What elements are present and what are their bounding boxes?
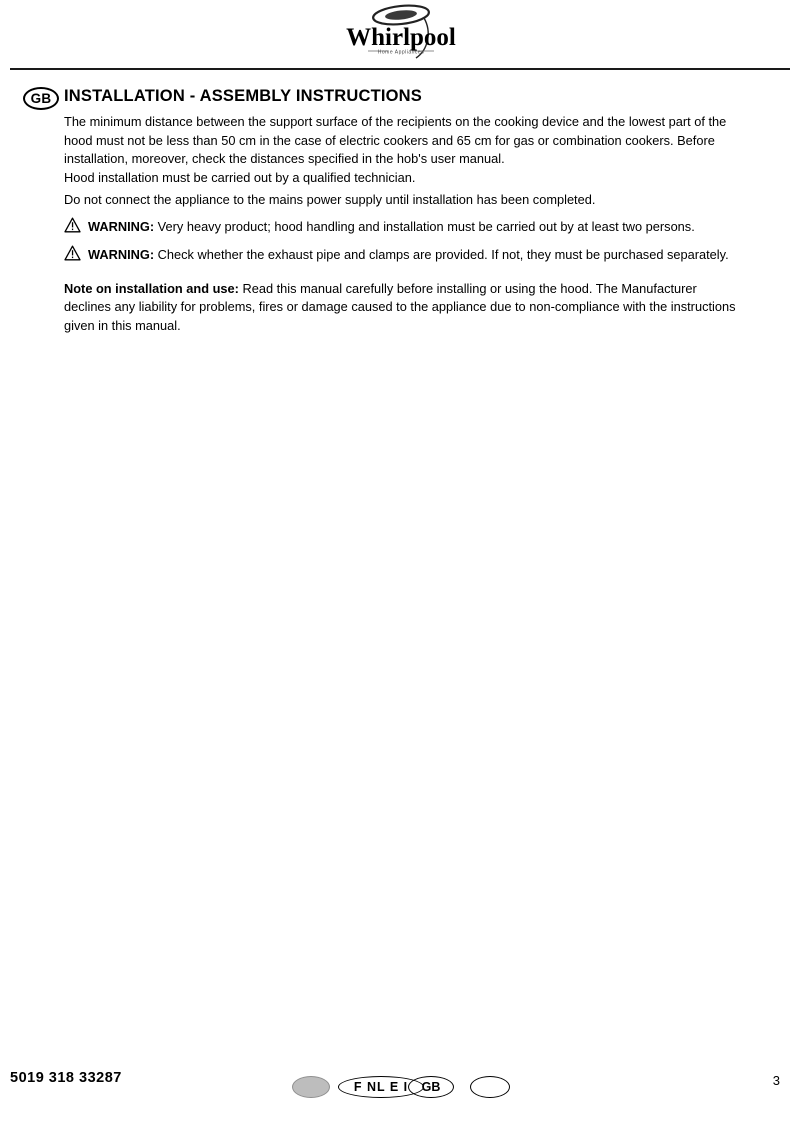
- warning-triangle-icon: [64, 245, 81, 267]
- language-badge: [23, 87, 59, 110]
- warning-heavy-product: [64, 217, 746, 239]
- logo-wordmark: Whirlpool: [346, 24, 456, 51]
- warning-label: WARNING:: [88, 247, 155, 262]
- note-text: Read this manual carefully before installing or using the hood. The Manufacturer declines any liability for problems, fires or damage caused to the appliance due to non-compliance with the instructions given in this manual.: [64, 280, 736, 333]
- language-group-text: F NL E I: [353, 1080, 409, 1094]
- paragraph-qualified-technician: Hood installation must be carried out by a qualified technician.: [64, 169, 416, 185]
- warning-text: Very heavy product; hood handling and installation must be carried out by at least two persons.: [157, 218, 695, 234]
- warning-label: WARNING:: [88, 218, 155, 234]
- language-oval-blank-gray: [292, 1076, 330, 1098]
- language-oval-blank-white: [470, 1076, 510, 1098]
- logo-subtext: Home Appliances: [377, 49, 425, 56]
- warning-text: Check whether the exhaust pipe and clamps are provided. If not, they must be purchased separately.: [157, 247, 729, 262]
- document-number: 5019 318 33287: [10, 1070, 122, 1086]
- note-installation-use: [64, 280, 746, 336]
- language-oval-group: [292, 1076, 510, 1098]
- warning-exhaust-pipe: [64, 245, 746, 267]
- language-badge-label: GB: [30, 91, 52, 106]
- warning-triangle-icon: [64, 217, 81, 239]
- paragraph-min-distance: The minimum distance between the support surface of the recipients on the cooking device and the lowest part of the hood must not be less than 50 cm in the case of electric cookers and 65 cm for gas or combination cookers. Before installation, moreover, check the distances specified in the hob's user manual.: [64, 114, 727, 166]
- paragraph-power-supply: Do not connect the appliance to the mains power supply until installation has been completed.: [64, 192, 596, 207]
- whirlpool-logo: [0, 2, 802, 69]
- language-gb-text: GB: [421, 1080, 441, 1094]
- header-divider: [10, 68, 790, 70]
- page-number: 3: [772, 1073, 780, 1088]
- language-oval-gb: [408, 1076, 454, 1098]
- note-label: Note on installation and use:: [64, 280, 239, 296]
- whirlpool-logo-graphic: [316, 2, 486, 64]
- page-title: INSTALLATION - ASSEMBLY INSTRUCTIONS: [64, 87, 422, 105]
- content-area: [64, 87, 746, 335]
